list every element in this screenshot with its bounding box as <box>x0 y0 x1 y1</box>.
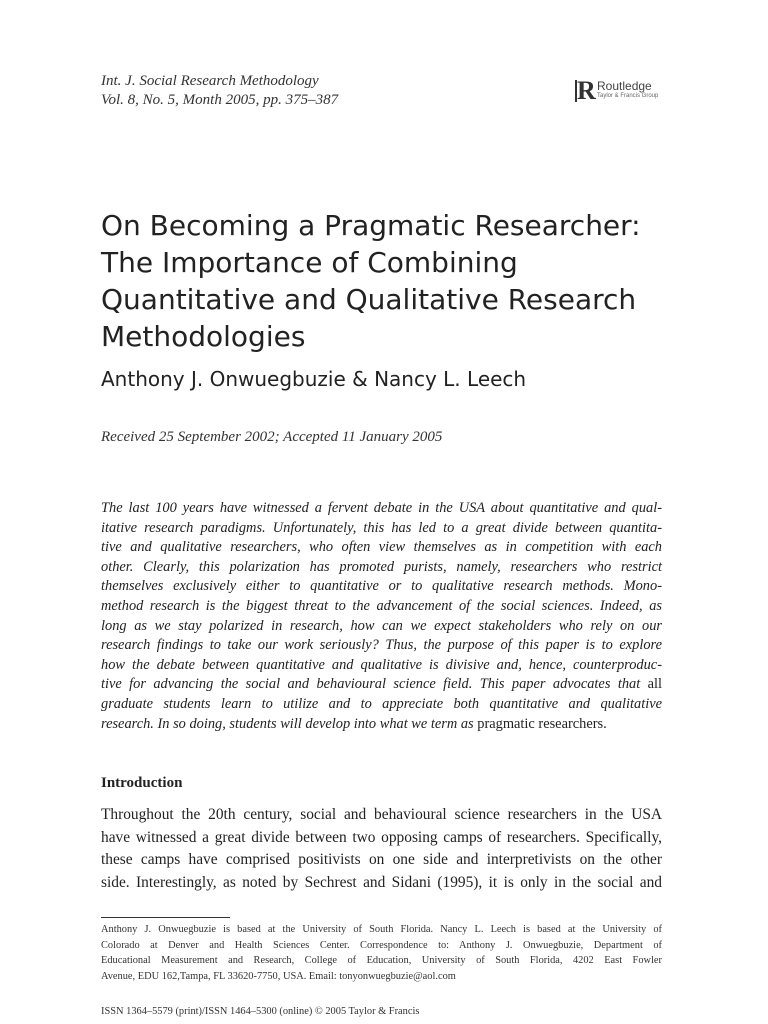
publisher-name: Routledge <box>597 79 652 93</box>
abstract <box>101 499 662 734</box>
publisher-group: Taylor & Francis Group <box>597 93 659 99</box>
title-line: Methodologies <box>101 320 306 353</box>
footnote-line: Educational Measurement and Research, College of Education, University of South Florida, 4202 East Fowler <box>101 955 662 967</box>
abstract-text: tive for advancing the social and behavioural science field. This paper advocates that <box>101 676 648 693</box>
footnote-line: Avenue, EDU 162,Tampa, FL 33620-7750, USA. Email: tonyonwuegbuzie@aol.com <box>101 970 456 982</box>
abstract-line: how the debate between quantitative and qualitative is divisive and, hence, counterproduc- <box>101 656 662 673</box>
abstract-line: other. Clearly, this polarization has promoted purists, namely, researchers who restrict <box>101 558 662 575</box>
journal-volume: Vol. 8, No. 5, Month 2005, pp. 375–387 <box>101 92 339 108</box>
publisher-logo <box>577 78 677 104</box>
article-authors: Anthony J. Onwuegbuzie & Nancy L. Leech <box>101 367 527 391</box>
abstract-line: tive and qualitative researchers, who often view themselves as in competition with each <box>101 539 662 556</box>
footnote-divider <box>101 917 230 918</box>
body-line: side. Interestingly, as noted by Sechrest and Sidani (1995), it is only in the social and <box>101 873 662 891</box>
article-title <box>101 207 701 355</box>
abstract-emphasis: all <box>647 676 662 693</box>
received-dates: Received 25 September 2002; Accepted 11 January 2005 <box>101 429 443 445</box>
abstract-line <box>101 715 662 735</box>
footnote-line: Anthony J. Onwuegbuzie is based at the University of South Florida. Nancy L. Leech is based at the University of <box>101 924 662 935</box>
body-line: these camps have comprised positivists on one side and interpretivists on the other <box>101 851 662 868</box>
abstract-line: research findings to take our work seriously? Thus, the purpose of this paper is to explore <box>101 637 662 654</box>
abstract-line: The last 100 years have witnessed a fervent debate in the USA about quantitative and qual- <box>101 500 662 516</box>
abstract-line: itative research paradigms. Unfortunately, this has led to a great divide between quantita- <box>101 519 662 536</box>
footnote-line: Colorado at Denver and Health Sciences Center. Correspondence to: Anthony J. Onwuegbuzie, Department of <box>101 939 662 951</box>
routledge-logo-icon: R <box>577 76 595 105</box>
title-line: On Becoming a Pragmatic Researcher: <box>101 209 641 242</box>
issn-copyright: ISSN 1364–5579 (print)/ISSN 1464–5300 (online) © 2005 Taylor & Francis <box>101 1006 420 1017</box>
introduction-paragraph <box>101 804 662 894</box>
abstract-emphasis: pragmatic researchers. <box>477 715 607 732</box>
journal-name: Int. J. Social Research Methodology <box>101 73 319 89</box>
abstract-text: research. In so doing, students will develop into what we term as <box>101 715 478 732</box>
title-line: Quantitative and Qualitative Research <box>101 283 637 316</box>
body-line: Throughout the 20th century, social and behavioural science researchers in the USA <box>101 806 662 823</box>
title-line: The Importance of Combining <box>101 246 518 279</box>
journal-citation <box>101 72 338 110</box>
abstract-line: themselves exclusively either to quantitative or to qualitative research methods. Mono- <box>101 578 662 595</box>
abstract-line: method research is the biggest threat to the advancement of the social sciences. Indeed, as <box>101 597 662 614</box>
section-heading-introduction: Introduction <box>101 775 183 791</box>
body-line: have witnessed a great divide between two opposing camps of researchers. Specifically, <box>101 828 662 846</box>
author-footnote <box>101 922 662 984</box>
abstract-line <box>101 675 662 695</box>
abstract-line: graduate students learn to utilize and to appreciate both quantitative and qualitative <box>101 695 662 712</box>
abstract-line: long as we stay polarized in research, how can we expect stakeholders who rely on our <box>101 617 662 634</box>
